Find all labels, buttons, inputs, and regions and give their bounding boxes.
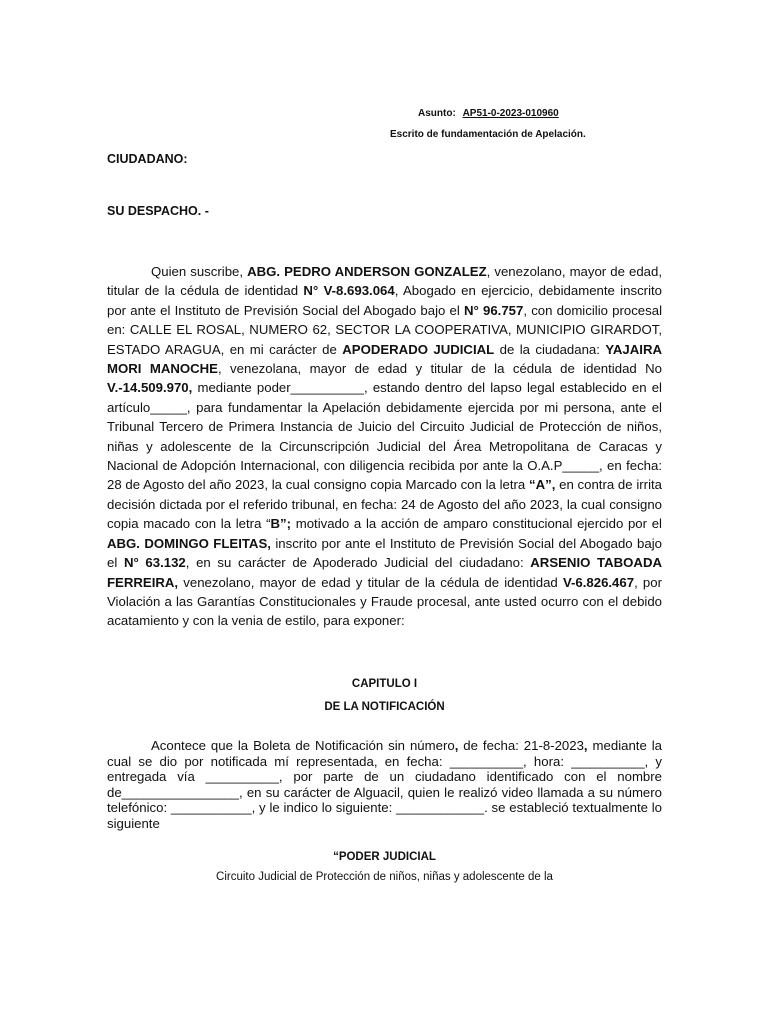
asunto-line: [418, 108, 559, 119]
text-run: , Abogado en ejercicio, debidamente inscrito por ante el Instituto de Previsión Social del Abogado bajo el: [107, 283, 662, 318]
bold-text-run: V-6.826.467: [562, 574, 635, 590]
bold-text-run: ,: [454, 738, 459, 753]
text-run: mediante la cual se dio por notificada mí representada, en fecha: __________, hora: __________, y entregada vía __________, por parte de un ciudadano identificado con el nombre de________________, en su carácter de Alguacil, quien le realizó video llamada a su número telefónico: ___________, y le indico lo siguiente: ____________. se estableció textualmente lo siguiente: [107, 738, 663, 831]
salutation-despacho: SU DESPACHO. -: [107, 204, 209, 218]
text-run: venezolano, mayor de edad y titular de la cédula de identidad: [178, 574, 563, 590]
document-subject: Escrito de fundamentación de Apelación.: [390, 129, 586, 140]
bold-text-run: N° 63.132: [123, 555, 186, 571]
salutation-ciudadano: CIUDADANO:: [107, 152, 188, 166]
text-run: , por Violación a las Garantías Constitucionales y Fraude procesal, ante usted ocurro con el debido acatamiento y con la venia de estilo, para exponer:: [107, 574, 662, 629]
bold-text-run: APODERADO JUDICIAL: [342, 341, 495, 357]
bold-text-run: V.-14.509.970,: [107, 380, 193, 396]
chapter-title: CAPITULO I: [351, 678, 418, 690]
text-run: Quien suscribe,: [151, 264, 248, 279]
text-run: inscrito por ante el Instituto de Previsión Social del Abogado bajo el: [107, 535, 662, 571]
bold-text-run: ABG. PEDRO ANDERSON GONZALEZ: [247, 264, 487, 279]
bold-text-run: YAJAIRA MORI MANOCHE: [107, 341, 663, 377]
bold-text-run: ,: [583, 738, 588, 753]
asunto-code: AP51-0-2023-010960: [462, 108, 559, 119]
text-run: , con domicilio procesal en: CALLE EL ROSAL, NUMERO 62, SECTOR LA COOPERATIVA, MUNICIPIO GIRARDOT, ESTADO ARAGUA, en mi carácter de: [107, 302, 662, 357]
bold-text-run: ABG. DOMINGO FLEITAS,: [107, 535, 271, 551]
bold-text-run: ARSENIO TABOADA FERREIRA,: [107, 555, 662, 590]
notification-paragraph: [107, 738, 662, 832]
chapter-subtitle: DE LA NOTIFICACIÓN: [324, 701, 445, 713]
bold-text-run: N° V-8.693.064: [303, 283, 395, 299]
text-run: , venezolana, mayor de edad y titular de la cédula de identidad No: [217, 361, 662, 377]
text-run: motivado a la acción de amparo constitucional ejercido por el: [291, 516, 662, 532]
text-run: de fecha: 21-8-2023: [458, 738, 584, 753]
text-run: de la ciudadana:: [494, 341, 606, 357]
text-run: , venezolano, mayor de edad, titular de la cédula de identidad: [107, 264, 662, 299]
text-run: mediante poder__________, estando dentro del lapso legal establecido en el artículo_____, para fundamentar la Apelación debidamente ejercida por mi persona, ante el Tribunal Tercero de Primera Instancia de Juicio del Circuito Judicial de Protección de niños, niñas y adolescente de la Circunscripción Judicial del Área Metropolitana de Caracas y Nacional de Adopción Internacional, con diligencia recibida por ante la O.A.P_____, en fecha: 28 de Agosto del año 2023, la cual consigno copia Marcado con la letra: [107, 380, 662, 493]
intro-paragraph: [107, 262, 662, 631]
bold-text-run: N° 96.757: [464, 302, 524, 318]
quote-title: “PODER JUDICIAL: [333, 851, 436, 863]
text-run: en contra de irrita decisión dictada por el referido tribunal, en fecha: 24 de Agosto del año 2023, la cual consigno copia macado con la letra “: [107, 477, 662, 532]
bold-text-run: “A”,: [529, 477, 556, 493]
quote-line: Circuito Judicial de Protección de niños, niñas y adolescente de la: [216, 871, 553, 883]
text-run: Acontece que la Boleta de Notificación sin número: [151, 738, 455, 753]
bold-text-run: B”;: [270, 516, 292, 532]
asunto-label: Asunto:: [418, 108, 456, 119]
text-run: , en su carácter de Apoderado Judicial del ciudadano:: [185, 555, 531, 571]
